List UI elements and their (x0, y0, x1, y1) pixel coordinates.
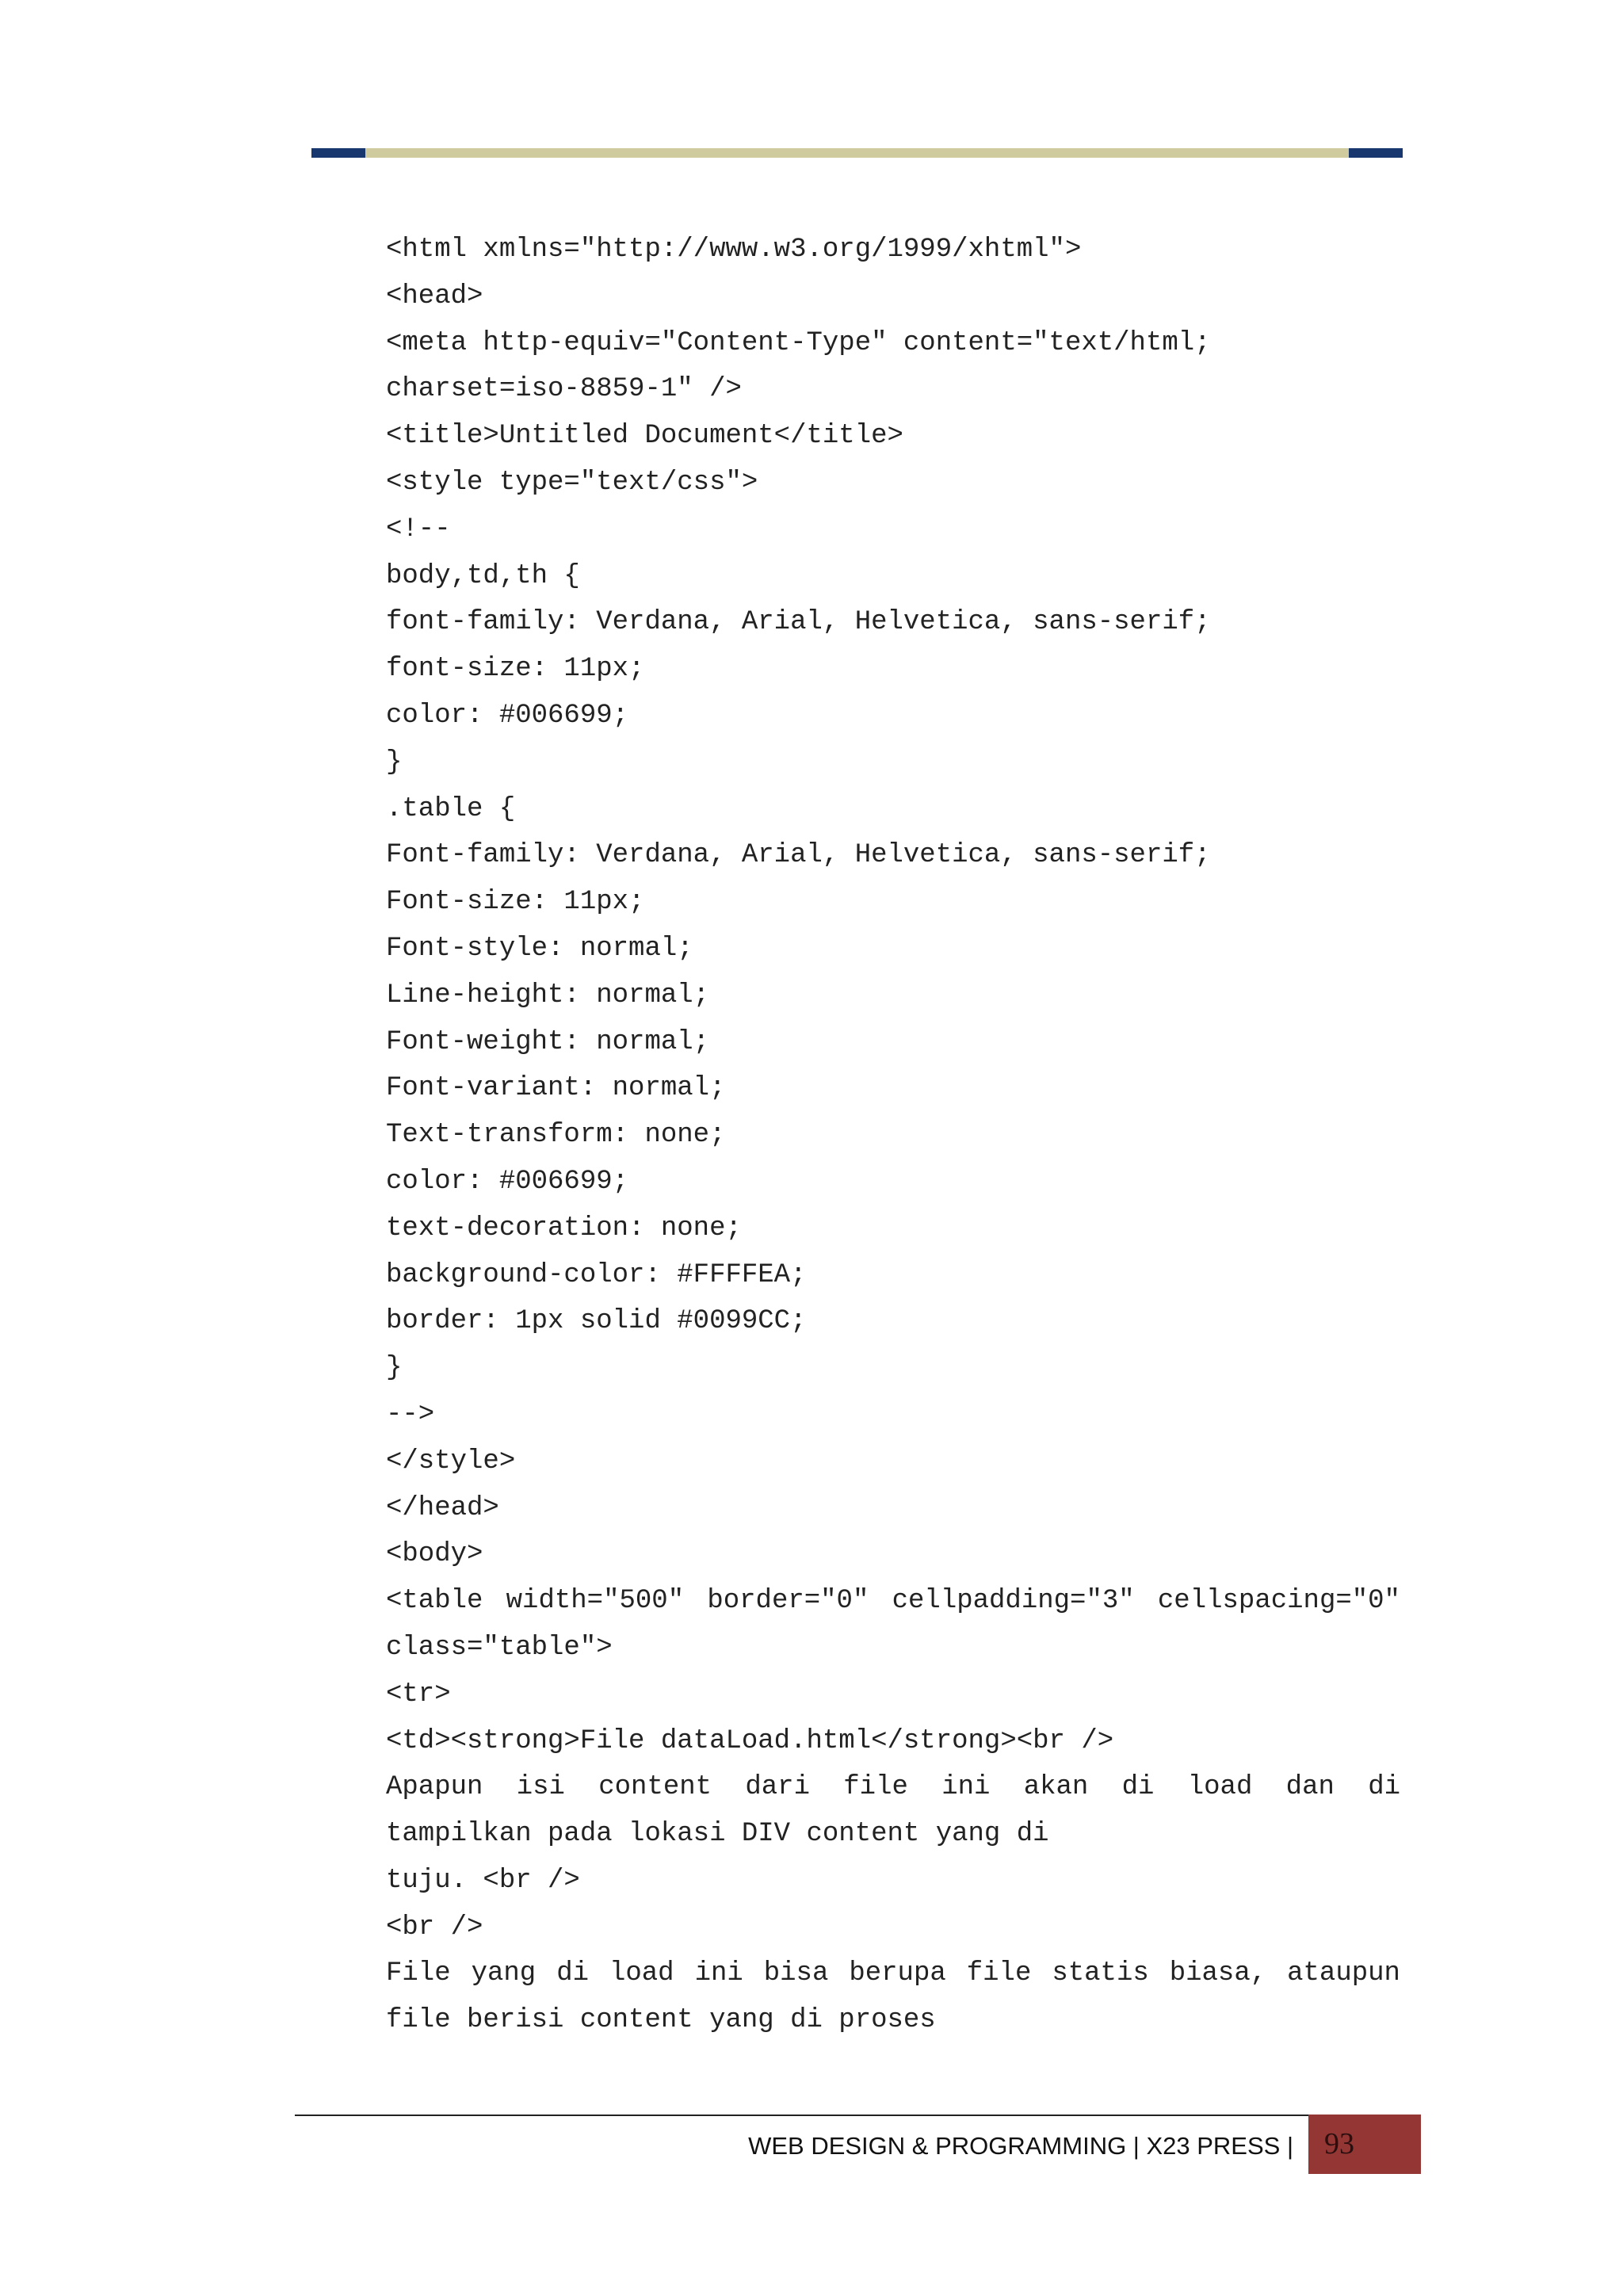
code-word: file (966, 1958, 1032, 1989)
code-line: <br /> (386, 1912, 483, 1943)
code-word: ini (694, 1958, 743, 1989)
code-word: cellpadding="3" (892, 1586, 1135, 1617)
code-line: text-decoration: none; (386, 1213, 742, 1244)
header-rule (311, 148, 1403, 158)
code-line: } (386, 1353, 403, 1384)
code-word: bisa (763, 1958, 829, 1989)
code-word: berupa (849, 1958, 946, 1989)
code-line: Font-weight: normal; (386, 1026, 710, 1057)
code-word: border="0" (707, 1586, 869, 1617)
code-line: file berisi content yang di proses (386, 2005, 936, 2036)
code-line: <head> (386, 281, 483, 311)
code-line: tampilkan pada lokasi DIV content yang di (386, 1819, 1049, 1850)
code-line: --> (386, 1399, 435, 1430)
code-line: </style> (386, 1446, 516, 1477)
code-word: file (843, 1772, 908, 1803)
code-line: <tr> (386, 1679, 451, 1710)
code-word: cellspacing="0" (1157, 1586, 1400, 1617)
code-word: isi (516, 1772, 565, 1803)
code-line: Text-transform: none; (386, 1120, 726, 1151)
code-word: <table (386, 1586, 483, 1617)
footer-rule (295, 2115, 1308, 2116)
code-word: di (1368, 1772, 1400, 1803)
code-word: dan (1285, 1772, 1335, 1803)
code-line: Font-family: Verdana, Arial, Helvetica, sans-serif; (386, 840, 1211, 871)
code-line: Font-style: normal; (386, 933, 693, 964)
code-word: File (386, 1958, 451, 1989)
code-line: border: 1px solid #0099CC; (386, 1306, 807, 1337)
code-word: akan (1023, 1772, 1089, 1803)
code-word: dari (745, 1772, 810, 1803)
code-line: <style type="text/css"> (386, 467, 758, 498)
code-word: yang (471, 1958, 537, 1989)
code-line: .table { (386, 793, 516, 824)
code-line: background-color: #FFFFEA; (386, 1259, 807, 1290)
code-line: charset=iso-8859-1" /> (386, 374, 742, 405)
code-word: load (1187, 1772, 1253, 1803)
code-word: content (598, 1772, 712, 1803)
code-line (386, 1764, 1400, 1811)
code-line: body,td,th { (386, 560, 580, 591)
code-word: statis (1052, 1958, 1149, 1989)
footer-running-title: WEB DESIGN & PROGRAMMING | X23 PRESS | (748, 2132, 1293, 2160)
code-listing (386, 227, 1400, 2044)
code-line: tuju. <br /> (386, 1865, 580, 1896)
code-word: ini (941, 1772, 991, 1803)
code-word: load (609, 1958, 674, 1989)
code-word: width="500" (506, 1586, 685, 1617)
code-word: biasa, (1169, 1958, 1267, 1989)
code-line: <meta http-equiv="Content-Type" content="text/html; (386, 327, 1211, 358)
code-line: <body> (386, 1539, 483, 1570)
code-line (386, 1578, 1400, 1625)
code-line: </head> (386, 1492, 499, 1523)
code-line: font-family: Verdana, Arial, Helvetica, sans-serif; (386, 607, 1211, 638)
code-line: color: #006699; (386, 700, 629, 731)
code-line: Line-height: normal; (386, 980, 710, 1010)
code-line: <html xmlns="http://www.w3.org/1999/xhtml"> (386, 235, 1082, 265)
code-line: font-size: 11px; (386, 654, 645, 685)
code-line: } (386, 747, 403, 777)
code-line: <title>Untitled Document</title> (386, 421, 903, 452)
header-rule-left-cap (311, 148, 365, 158)
page-number: 93 (1308, 2115, 1421, 2174)
code-line: Font-variant: normal; (386, 1073, 726, 1104)
code-word: di (556, 1958, 589, 1989)
code-line: class="table"> (386, 1632, 613, 1663)
code-word: Apapun (386, 1772, 483, 1803)
code-word: ataupun (1287, 1958, 1400, 1989)
header-rule-middle (365, 148, 1349, 158)
code-line: color: #006699; (386, 1166, 629, 1197)
code-word: di (1121, 1772, 1155, 1803)
code-line: <!-- (386, 514, 451, 544)
code-line (386, 1950, 1400, 1997)
code-line: Font-size: 11px; (386, 887, 645, 918)
code-line: <td><strong>File dataLoad.html</strong><br /> (386, 1725, 1114, 1756)
header-rule-right-cap (1349, 148, 1403, 158)
